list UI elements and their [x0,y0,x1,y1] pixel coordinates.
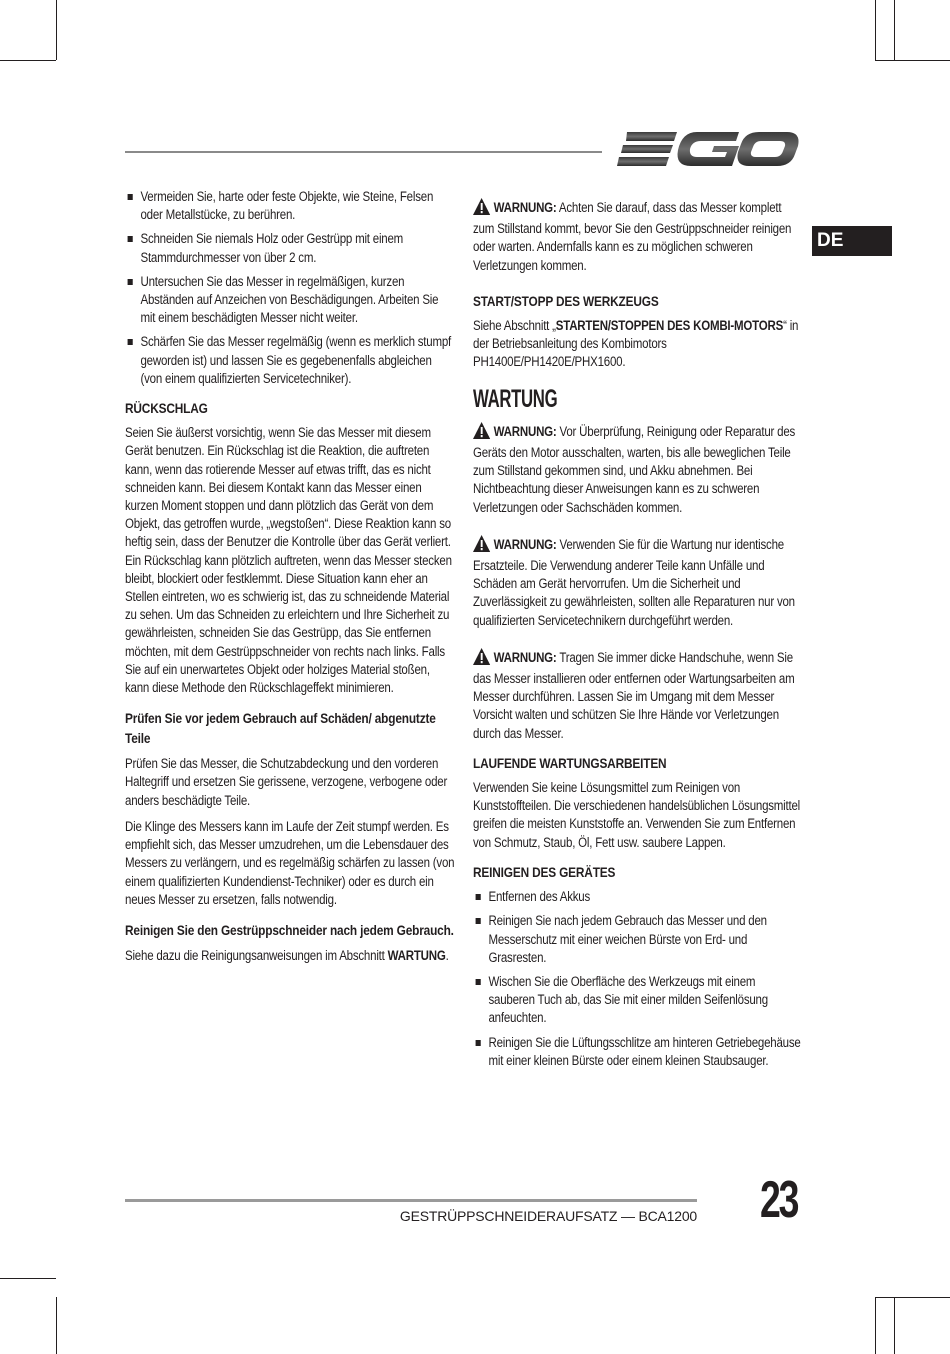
list-item: Untersuchen Sie das Messer in regelmäßigen, kurzen Abständen auf Anzeichen von Beschädigungen. Arbeiten Sie mit einem beschädigten Messer nicht weiter. [125,273,455,328]
warning-2 [473,422,803,517]
kickback-heading: RÜCKSCHLAG [125,401,208,417]
routine-heading: LAUFENDE WARTUNGSARBEITEN [473,755,667,771]
maintenance-title: WARTUNG [473,384,558,413]
left-column [125,188,455,973]
crop-mark [875,0,876,60]
bullet-list [125,188,455,388]
crop-mark [894,0,895,60]
warning-label: WARNUNG: [493,200,557,215]
kickback-paragraph-2: Ein Rückschlag kann plötzlich auftreten, wenn das Messer stecken bleibt, blockiert oder festklemmt. Diese Situation kann eher an Stellen eintreten, wo es schwierig ist, das zu schneidende Material zu sehen. Um das Schneiden zu erleichtern und Ihre Sicherheit zu gewährleisten, schneiden Sie das Gestrüpp, das Sie entfernen möchten, mit dem Gestrüppschneider von rechts nach links. Falls Sie auf ein unerwartetes Objekt oder holziges Material stoßen, kann diese Methode den Rückschlageffekt minimieren. [125,552,452,696]
list-item: Wischen Sie die Oberfläche des Werkzeugs mit einem sauberen Tuch ab, das Sie mit einer milden Seifenlösung anfeuchten. [473,973,803,1028]
warning-4 [473,648,803,743]
crop-mark [56,1297,57,1354]
footer-rule [125,1199,697,1202]
kickback-paragraph-1: Seien Sie äußerst vorsichtig, wenn Sie das Messer mit diesem Gerät benutzen. Ein Rückschlag ist die Reaktion, die auftreten kann, wenn das rotierende Messer auf etwas trifft, das es nicht schneiden kann. Bei diesem Kontakt kann das Messer einen kurzen Moment stoppen und dann plötzlich das Gerät von dem Objekt, das getroffen wurde, „wegstoßen“. Diese Reaktion kann so heftig sein, dass der Benutzer die Kontrolle über das Gerät verliert. [125,425,451,550]
start-stop-prefix: Siehe Abschnitt „ [473,318,556,334]
check-paragraph-2: Die Klinge des Messers kann im Laufe der Zeit stumpf werden. Es empfiehlt sich, das Messer umzudrehen, um die Lebensdauer des Messers zu verlängern, und es regelmäßig schärfen zu lassen (von einem qualifizierten Kundendienst-Techniker) oder es durch ein neues Messer zu ersetzen, falls notwendig. [125,818,455,907]
routine-paragraph: Verwenden Sie keine Lösungsmittel zum Reinigen von Kunststoffteilen. Die verschiedenen handelsüblichen Lösungsmittel greifen die meisten Kunststoffe an. Verwenden Sie zum Entfernen von Schmutz, Staub, Öl, Fett usw. saubere Lappen. [473,780,801,850]
list-item: Vermeiden Sie, harte oder feste Objekte, wie Steine, Felsen oder Metallstücke, zu berühren. [125,188,455,224]
warning-text: Tragen Sie immer dicke Handschuhe, wenn Sie das Messer installieren oder entfernen oder Wartungsarbeiten am Messer durchführen. Lassen Sie im Umgang mit dem Messer Vorsicht walten und schützen Sie Ihre Hände vor Verletzungen durch das Messer. [473,649,795,741]
check-heading: Prüfen Sie vor jedem Gebrauch auf Schäden/ abgenutzte Teile [125,711,436,747]
warning-text: Achten Sie darauf, dass das Messer komplett zum Stillstand kommt, bevor Sie den Gestrüppschneider reinigen oder warten. Andernfalls kann es zu möglichen schweren Verletzungen kommen. [473,200,792,273]
list-item: Schneiden Sie niemals Holz oder Gestrüpp mit einem Stammdurchmesser von über 2 cm. [125,230,455,266]
warning-icon [473,198,490,220]
clean-paragraph [125,947,455,965]
start-stop-bold: STARTEN/STOPPEN DES KOMBI-MOTORS [555,318,784,334]
list-item: Schärfen Sie das Messer regelmäßig (wenn es merklich stumpf geworden ist) und lassen Sie es gegebenenfalls abgleichen (von einem qualifizierten Servicetechniker). [125,333,455,388]
start-stop-paragraph [473,317,803,372]
warning-label: WARNUNG: [493,536,557,552]
warning-3 [473,535,803,630]
clean-link-text: WARTUNG [387,947,446,963]
crop-mark [875,1297,950,1298]
ego-logo [617,128,799,175]
crop-mark [875,60,950,61]
clean-heading: Reinigen Sie den Gestrüppschneider nach jedem Gebrauch. [125,922,454,938]
cleaning-heading: REINIGEN DES GERÄTES [473,864,616,880]
crop-mark [875,1297,876,1354]
list-item: Entfernen des Akkus [473,888,803,906]
crop-mark [0,1278,56,1279]
warning-1 [473,198,803,275]
crop-mark [56,0,57,60]
warning-text: Vor Überprüfung, Reinigung oder Reparatur des Geräts den Motor ausschalten, warten, bis alle beweglichen Teile zum Stillstand gekommen sind, und Akku abnehmen. Bei Nichtbeachtung dieser Anweisungen kann es zu schweren Verletzungen oder Sachschäden kommen. [473,423,796,515]
right-column [473,198,803,1076]
list-item: Reinigen Sie die Lüftungsschlitze am hinteren Getriebegehäuse mit einer kleinen Bürste oder einem kleinen Staubsauger. [473,1034,803,1070]
warning-label: WARNUNG: [493,423,557,439]
page-number: 23 [760,1171,798,1229]
start-stop-suffix: “ in der Betriebsanleitung des Kombimotors PH1400E/PH1420E/PHX1600. [473,318,799,370]
language-tab: DE [812,226,892,256]
header-rule [125,151,602,153]
start-stop-heading: START/STOPP DES WERKZEUGS [473,293,659,309]
cleaning-list [473,888,803,1070]
crop-mark [0,60,56,61]
footer-title: GESTRÜPPSCHNEIDERAUFSATZ — BCA1200 [399,1208,697,1224]
check-paragraph-1: Prüfen Sie das Messer, die Schutzabdeckung und den vorderen Haltegriff und ersetzen Sie gerissene, verzogene, verbogene oder anders beschädigte Teile. [125,756,448,808]
warning-icon [473,422,490,444]
warning-text: Verwenden Sie für die Wartung nur identische Ersatzteile. Die Verwendung anderer Teile kann Unfälle und Schäden am Gerät hervorrufen. Um die Sicherheit und Zuverlässigkeit zu gewährleisten, sollten alle Reparaturen nur von qualifizierten Servicetechnikern durchgeführt werden. [473,536,795,628]
clean-suffix: . [445,947,449,963]
list-item: Reinigen Sie nach jedem Gebrauch das Messer und den Messerschutz mit einer weichen Bürste von Erd- und Grasresten. [473,912,803,967]
warning-icon [473,535,490,557]
crop-mark [894,1297,895,1354]
warning-icon [473,648,490,670]
warning-label: WARNUNG: [493,649,557,665]
clean-text: Siehe dazu die Reinigungsanweisungen im Abschnitt [125,947,385,963]
